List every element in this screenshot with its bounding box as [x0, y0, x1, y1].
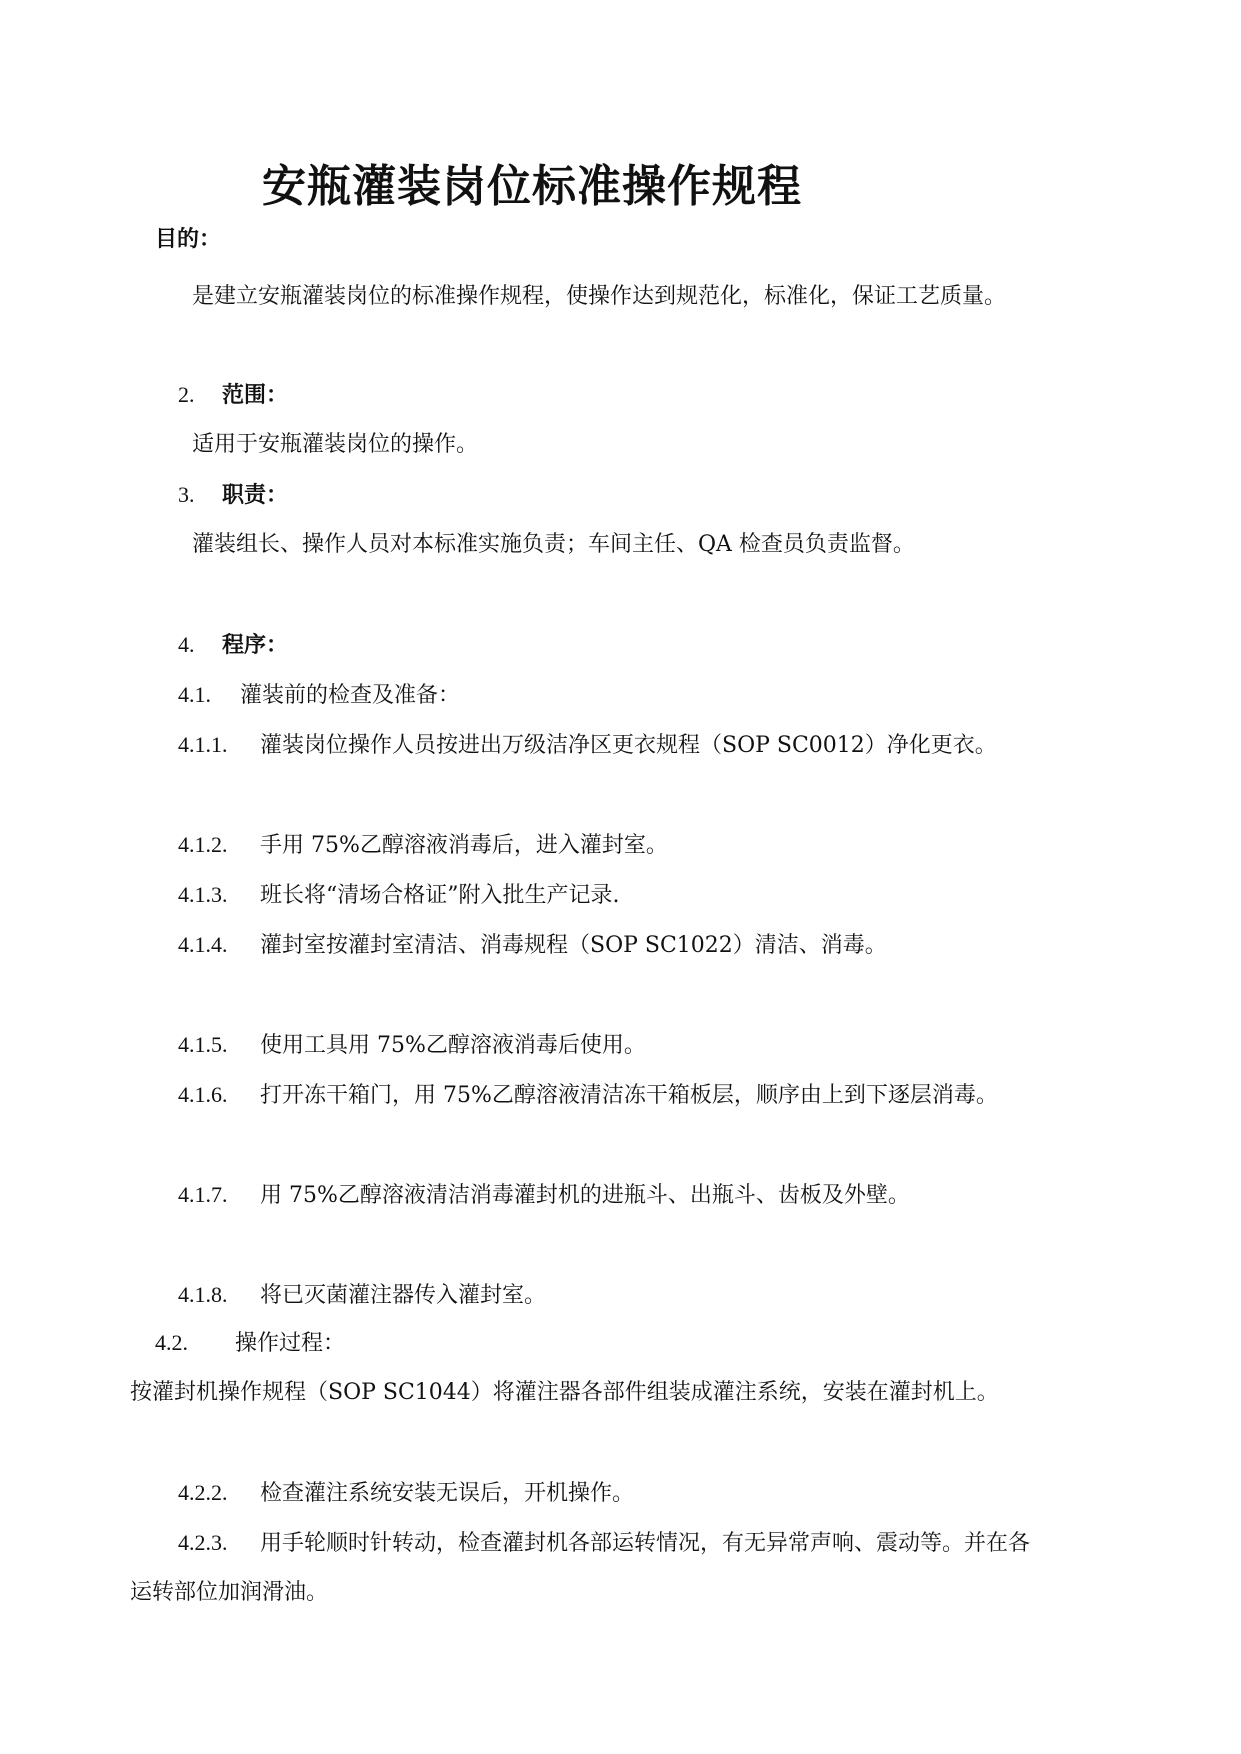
scope-heading: 范围：	[222, 383, 289, 408]
item-number: 4.1.1.	[178, 732, 228, 757]
scope-section	[178, 380, 288, 411]
procedure-item	[178, 1478, 634, 1509]
procedure-item	[178, 930, 887, 961]
item-text: 按灌封机操作规程（SOP SC1044）将灌注器各部件组装成灌注系统，安装在灌封机上。	[130, 1380, 999, 1405]
item-number: 4.1.8.	[178, 1282, 228, 1307]
responsibility-text: 灌装组长、操作人员对本标准实施负责；车间主任、QA 检查员负责监督。	[192, 532, 915, 557]
procedure-item	[130, 1578, 328, 1608]
procedure-heading: 程序：	[222, 633, 289, 658]
item-text: 用手轮顺时针转动，检查灌封机各部运转情况，有无异常声响、震动等。并在各	[260, 1531, 1031, 1556]
item-text: 班长将“清场合格证”附入批生产记录.	[260, 883, 620, 908]
procedure-item	[178, 1180, 910, 1211]
procedure-item	[178, 1080, 998, 1111]
responsibility-section	[178, 480, 288, 511]
item-text: 灌封室按灌封室清洁、消毒规程（SOP SC1022）清洁、消毒。	[260, 933, 887, 958]
item-text: 使用工具用 75%乙醇溶液消毒后使用。	[260, 1033, 646, 1058]
item-text: 操作过程：	[235, 1331, 346, 1356]
procedure-item	[130, 1378, 999, 1408]
procedure-section	[178, 630, 288, 661]
procedure-item	[178, 880, 620, 911]
item-text: 将已灭菌灌注器传入灌封室。	[260, 1283, 547, 1308]
item-text: 检查灌注系统安装无误后，开机操作。	[260, 1481, 635, 1506]
procedure-item	[178, 830, 668, 861]
procedure-item	[178, 1528, 1030, 1559]
responsibility-heading: 职责：	[222, 483, 289, 508]
item-text: 手用 75%乙醇溶液消毒后，进入灌封室。	[260, 833, 668, 858]
procedure-number: 4.	[178, 632, 195, 657]
item-text: 灌装前的检查及准备：	[240, 683, 461, 708]
procedure-item	[178, 680, 460, 711]
item-text: 运转部位加润滑油。	[130, 1580, 329, 1605]
responsibility-number: 3.	[178, 482, 195, 507]
item-number: 4.1.4.	[178, 932, 228, 957]
procedure-item	[178, 1280, 546, 1311]
item-number: 4.1.6.	[178, 1082, 228, 1107]
item-text: 用 75%乙醇溶液清洁消毒灌封机的进瓶斗、出瓶斗、齿板及外壁。	[260, 1183, 910, 1208]
item-text: 灌装岗位操作人员按进出万级洁净区更衣规程（SOP SC0012）净化更衣。	[260, 733, 997, 758]
item-number: 4.1.3.	[178, 882, 228, 907]
item-number: 4.2.2.	[178, 1480, 228, 1505]
item-number: 4.1.2.	[178, 832, 228, 857]
purpose-text: 是建立安瓶灌装岗位的标准操作规程，使操作达到规范化，标准化，保证工艺质量。	[192, 284, 1007, 309]
procedure-item	[178, 1030, 646, 1061]
procedure-item	[178, 730, 997, 761]
document-title: 安瓶灌装岗位标准操作规程	[262, 161, 802, 212]
purpose-heading: 目的：	[155, 227, 222, 252]
item-number: 4.1.	[178, 682, 211, 707]
scope-text: 适用于安瓶灌装岗位的操作。	[192, 432, 479, 457]
item-number: 4.2.	[155, 1330, 188, 1355]
scope-number: 2.	[178, 382, 195, 407]
item-number: 4.2.3.	[178, 1530, 228, 1555]
item-text: 打开冻干箱门，用 75%乙醇溶液清洁冻干箱板层，顺序由上到下逐层消毒。	[260, 1083, 998, 1108]
procedure-item	[155, 1328, 345, 1359]
item-number: 4.1.5.	[178, 1032, 228, 1057]
item-number: 4.1.7.	[178, 1182, 228, 1207]
